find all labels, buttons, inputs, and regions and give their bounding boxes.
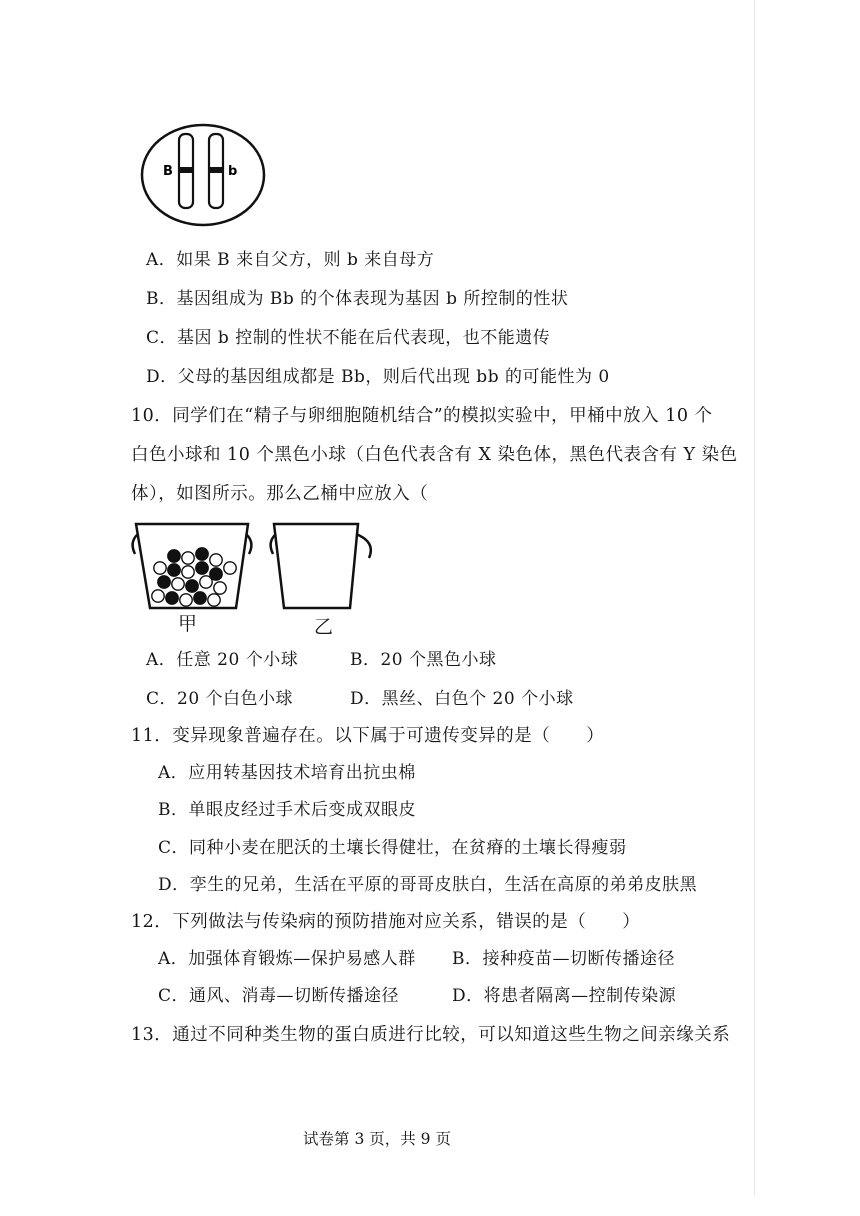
bucket-figure <box>126 516 386 616</box>
q10-stem-line1: 10．同学们在“精子与卵细胞随机结合”的模拟实验中，甲桶中放入 10 个 <box>131 406 713 426</box>
q12-option-a: A．加强体育锻炼—保护易感人群 <box>158 949 416 969</box>
q11-option-d: D．孪生的兄弟，生活在平原的哥哥皮肤白，生活在高原的弟弟皮肤黑 <box>158 875 698 895</box>
page-footer: 试卷第 3 页，共 9 页 <box>303 1130 451 1148</box>
page-edge-line <box>754 0 755 1196</box>
q12-option-c: C．通风、消毒—切断传播途径 <box>158 986 400 1006</box>
q13-stem: 13．通过不同种类生物的蛋白质进行比较，可以知道这些生物之间亲缘关系 <box>131 1025 731 1045</box>
q12-stem: 12．下列做法与传染病的预防措施对应关系，错误的是（ ） <box>131 912 641 932</box>
q11-option-a: A．应用转基因技术培育出抗虫棉 <box>158 763 416 783</box>
bucket-yi-label: 乙 <box>314 616 334 638</box>
q12-option-b: B．接种疫苗—切断传播途径 <box>452 949 675 969</box>
q10-option-d: D．黑丝、白色个 20 个小球 <box>350 689 574 709</box>
chromosome-pair-figure <box>138 122 268 228</box>
q10-stem-line3: 体），如图所示。那么乙桶中应放入（ <box>131 484 429 504</box>
q9-option-b: B．基因组成为 Bb 的个体表现为基因 b 所控制的性状 <box>146 289 569 309</box>
q10-option-c: C．20 个白色小球 <box>146 689 294 709</box>
q10-stem-line2: 白色小球和 10 个黑色小球（白色代表含有 X 染色体，黑色代表含有 Y 染色 <box>131 445 738 465</box>
q11-option-b: B．单眼皮经过手术后变成双眼皮 <box>158 800 416 820</box>
q12-option-d: D．将患者隔离—控制传染源 <box>452 986 677 1006</box>
q9-option-c: C．基因 b 控制的性状不能在后代表现，也不能遗传 <box>146 328 551 348</box>
bucket-jia-label: 甲 <box>178 613 198 635</box>
bucket-jia <box>133 524 252 608</box>
bucket-yi <box>271 524 371 608</box>
q11-option-c: C．同种小麦在肥沃的土壤长得健壮，在贫瘠的土壤长得瘦弱 <box>158 838 627 858</box>
gene-label-B: B <box>163 164 173 179</box>
q9-option-a: A．如果 B 来自父方，则 b 来自母方 <box>146 250 435 270</box>
q9-option-d: D．父母的基因组成都是 Bb，则后代出现 bb 的可能性为 0 <box>146 367 610 387</box>
gene-label-b: b <box>228 164 238 179</box>
q11-stem: 11．变异现象普遍存在。以下属于可遗传变异的是（ ） <box>131 726 605 746</box>
q10-option-b: B．20 个黑色小球 <box>350 650 497 670</box>
q10-option-a: A．任意 20 个小球 <box>146 650 299 670</box>
balls <box>152 548 236 606</box>
